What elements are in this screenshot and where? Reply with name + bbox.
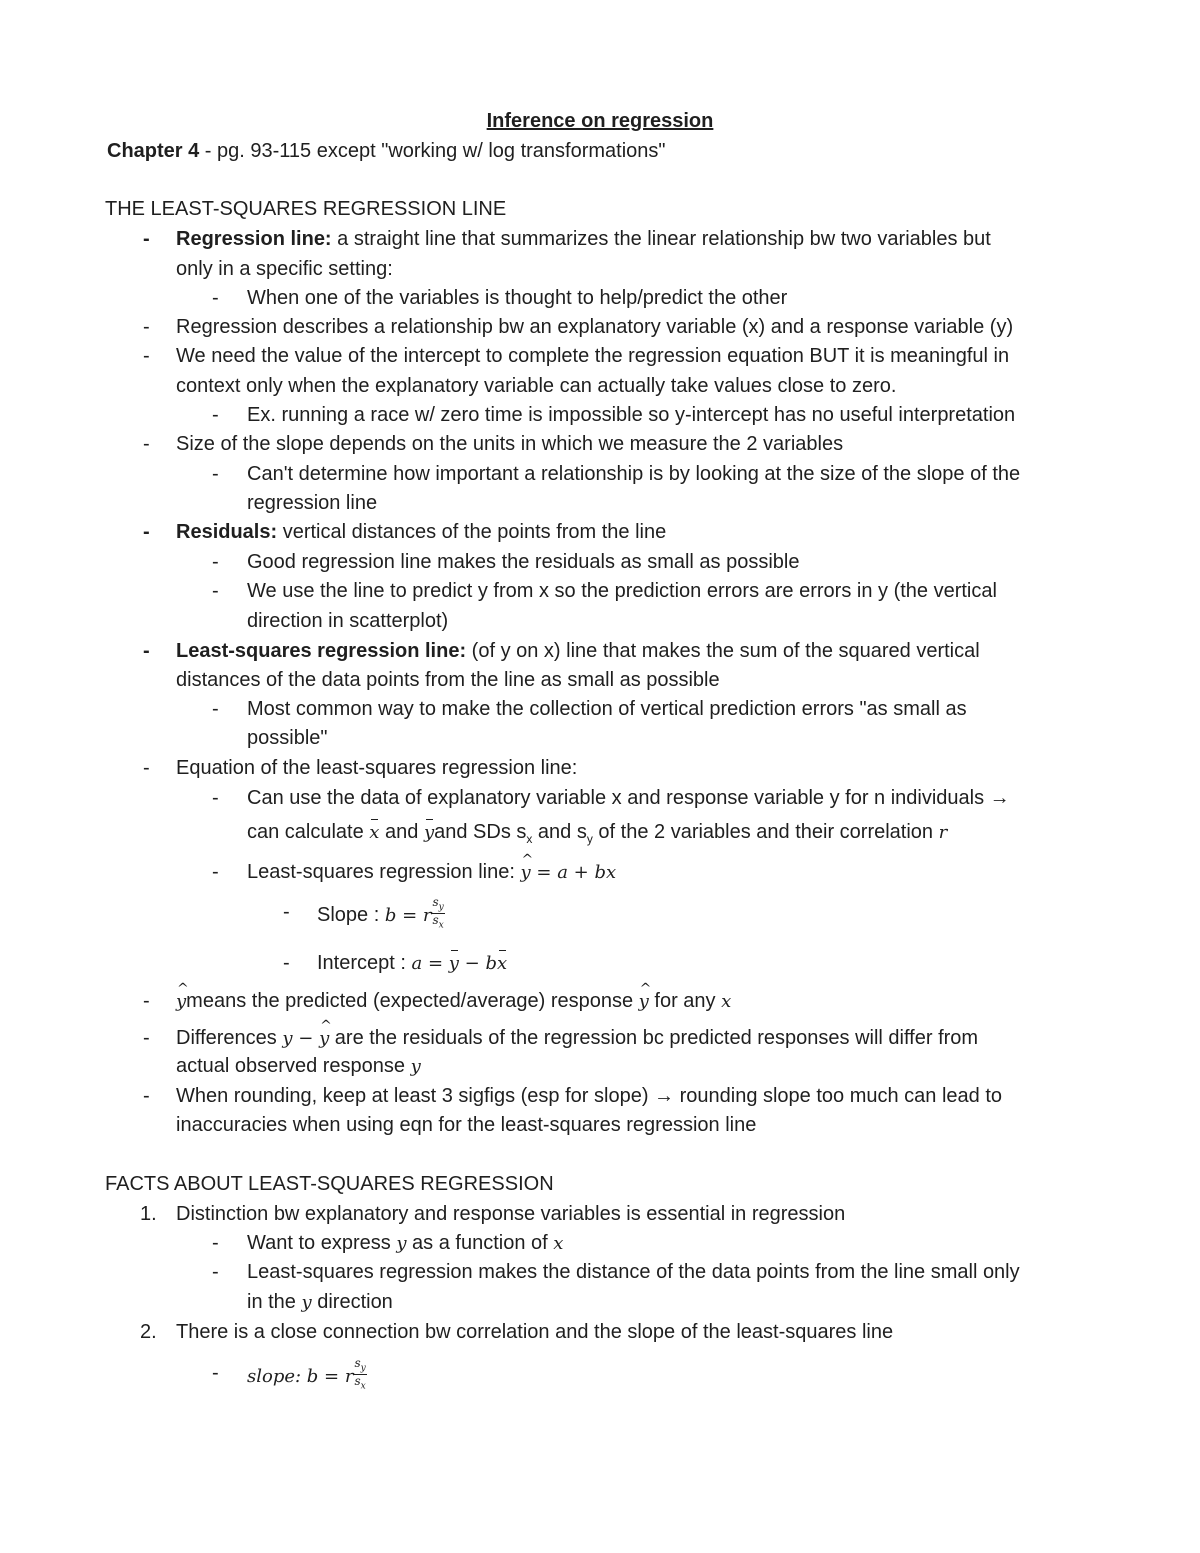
sub-bullet: Ex. running a race w/ zero time is impossible so y-intercept has no useful interpretation — [247, 404, 1016, 426]
bullet-text: context only when the explanatory variable can actually take values close to zero. — [176, 375, 897, 397]
bullet-lsrl: Least-squares regression line: (of y on x) line that makes the sum of the squared vertical — [176, 640, 980, 662]
sub-bullet: When one of the variables is thought to help/predict the other — [247, 287, 788, 309]
sub-bullet: in the y direction — [247, 1291, 393, 1313]
x-bar-symbol: x — [369, 819, 379, 847]
sub-bullet-means: can calculate x and yand SDs $s_x$ and $s_y$ of the 2 variables and their correlation r — [247, 821, 948, 846]
bullet-dash: - — [283, 901, 290, 923]
sub-bullet-lsrl-equation: Least-squares regression line: ^ y = a + bx — [247, 858, 616, 887]
bullet-dash: - — [212, 698, 219, 720]
bullet-dash: - — [212, 1232, 219, 1254]
list-number: 2. — [140, 1321, 157, 1343]
bullet-dash: - — [212, 551, 219, 573]
bullet-dash: - — [212, 1362, 219, 1384]
slope-formula-2: slope: b = r $\frac{s_y}{s_x}$ — [247, 1356, 366, 1392]
bullet-dash: - — [212, 463, 219, 485]
sub-bullet: We use the line to predict y from x so the prediction errors are errors in y (the vertical — [247, 580, 997, 602]
bullet-residuals: Residuals: vertical distances of the points from the line — [176, 521, 667, 543]
bullet-dash: - — [143, 990, 150, 1012]
bullet-text: inaccuracies when using eqn for the least-squares regression line — [176, 1114, 757, 1136]
bullet-dash: - — [212, 861, 219, 883]
section-heading: FACTS ABOUT LEAST-SQUARES REGRESSION — [105, 1173, 554, 1195]
bullet-dash: - — [212, 580, 219, 602]
sub-bullet: Can use the data of explanatory variable x and response variable y for n individuals → — [247, 787, 1010, 809]
bullet-dash: - — [212, 1261, 219, 1283]
bullet-dash: - — [143, 1085, 150, 1107]
bullet-text: We need the value of the intercept to complete the regression equation BUT it is meaningful in — [176, 345, 1010, 367]
bullet-dash: - — [212, 287, 219, 309]
section-heading: THE LEAST-SQUARES REGRESSION LINE — [105, 198, 507, 220]
bullet-dash: - — [143, 1027, 150, 1049]
sub-bullet: Least-squares regression makes the distance of the data points from the line small only — [247, 1261, 1020, 1283]
chapter-line: Chapter 4 - pg. 93-115 except "working w/ log transformations" — [107, 140, 666, 162]
sub-bullet: Good regression line makes the residuals as small as possible — [247, 551, 800, 573]
bullet-dash: - — [283, 952, 290, 974]
bullet-text: only in a specific setting: — [176, 258, 393, 280]
bullet-dash: - — [143, 228, 150, 250]
list-number: 1. — [140, 1203, 157, 1225]
bullet-text: distances of the data points from the line as small as possible — [176, 669, 720, 691]
sub-bullet: regression line — [247, 492, 378, 514]
sub-bullet: possible" — [247, 727, 328, 749]
bullet-text: Equation of the least-squares regression line: — [176, 757, 578, 779]
bullet-dash: - — [143, 345, 150, 367]
bullet-regression-line: Regression line: a straight line that summarizes the linear relationship bw two variables but — [176, 228, 991, 250]
bullet-dash: - — [143, 521, 150, 543]
numbered-item: Distinction bw explanatory and response variables is essential in regression — [176, 1203, 846, 1225]
intercept-formula: Intercept : a = y − bx — [317, 949, 507, 978]
sy-over-sx: $\frac{s_y}{s_x}$ — [432, 895, 444, 931]
sub-bullet: Want to express y as a function of x — [247, 1232, 564, 1254]
bullet-text: Size of the slope depends on the units in which we measure the 2 variables — [176, 433, 844, 455]
bullet-text: When rounding, keep at least 3 sigfigs (esp for slope) → rounding slope too much can lead to — [176, 1085, 1003, 1107]
bullet-dash: - — [212, 404, 219, 426]
sub-bullet: Most common way to make the collection of vertical prediction errors "as small as — [247, 698, 967, 720]
slope-formula: Slope : b = r $\frac{s_y}{s_x}$ — [317, 895, 444, 931]
y-hat-symbol: ^ y — [520, 859, 530, 887]
bullet-text: Regression describes a relationship bw an explanatory variable (x) and a response variable (y) — [176, 316, 1014, 338]
bullet-dash: - — [143, 316, 150, 338]
document-title: Inference on regression — [486, 110, 714, 132]
sub-bullet: direction in scatterplot) — [247, 610, 449, 632]
bullet-dash: - — [143, 640, 150, 662]
bullet-text: actual observed response y — [176, 1055, 421, 1077]
bullet-y-hat: ^ ymeans the predicted (expected/average) response ^ y for any x — [176, 987, 731, 1016]
numbered-item: There is a close connection bw correlation and the slope of the least-squares line — [176, 1321, 894, 1343]
bullet-differences: Differences y − ^ y are the residuals of the regression bc predicted responses will differ from — [176, 1024, 978, 1053]
sub-bullet: Can't determine how important a relationship is by looking at the size of the slope of the — [247, 463, 1021, 485]
bullet-dash: - — [143, 433, 150, 455]
bullet-dash: - — [143, 757, 150, 779]
bullet-dash: - — [212, 787, 219, 809]
y-bar-symbol: y — [424, 819, 434, 847]
